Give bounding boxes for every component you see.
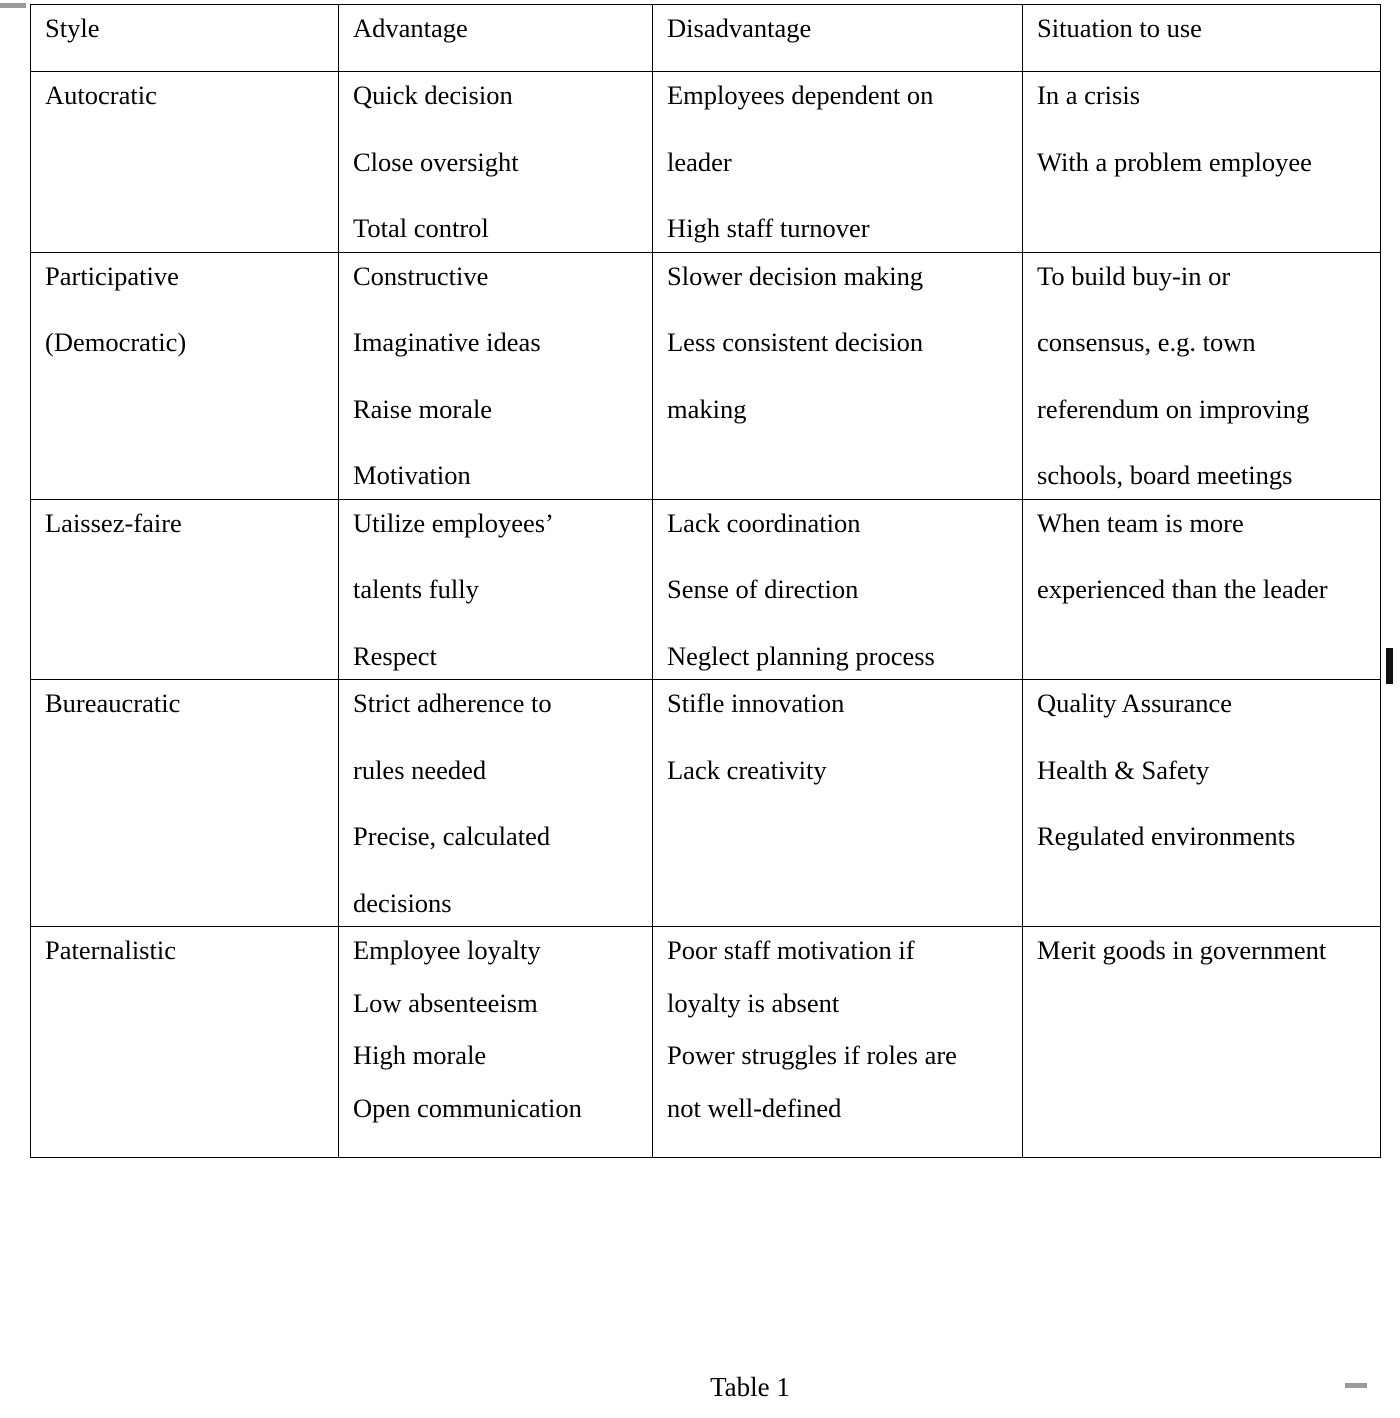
cell-line: referendum on improving: [1037, 393, 1310, 424]
cell-line: Motivation: [353, 460, 471, 490]
table-header-row: [31, 5, 1381, 72]
cell-disadvantage: [653, 927, 1023, 1158]
cell-line: Employee loyalty: [353, 935, 541, 965]
column-header-situation-text: Situation to use: [1037, 13, 1202, 43]
table-row: [31, 72, 1381, 253]
cell-lines-situation: [1037, 260, 1380, 490]
cell-line: experienced than the leader: [1037, 574, 1328, 604]
table-row: [31, 680, 1381, 927]
top-left-scan-artifact: [0, 3, 26, 8]
column-header-disadvantage: [653, 5, 1023, 72]
cell-line: Utilize employees’: [353, 507, 554, 538]
column-header-advantage-text: Advantage: [353, 13, 468, 43]
cell-disadvantage: [653, 252, 1023, 499]
cell-situation: [1023, 72, 1381, 253]
cell-line: In a crisis: [1037, 80, 1141, 110]
cell-advantage: [339, 680, 653, 927]
table-row: [31, 252, 1381, 499]
cell-lines-advantage: [353, 690, 652, 916]
cell-line: consensus, e.g. town: [1037, 327, 1256, 357]
cell-style: [31, 72, 339, 253]
column-header-style-text: Style: [45, 13, 100, 43]
right-edge-scan-artifact: [1386, 648, 1393, 684]
cell-line: Raise morale: [353, 393, 493, 424]
cell-disadvantage: [653, 680, 1023, 927]
cell-lines-advantage: [353, 937, 652, 1147]
cell-line: Precise, calculated: [353, 821, 551, 851]
cell-line: Strict adherence to: [353, 688, 552, 718]
cell-line: Constructive: [353, 260, 489, 291]
cell-lines-advantage: [353, 82, 652, 242]
cell-situation: [1023, 252, 1381, 499]
cell-lines-style: [45, 937, 338, 990]
cell-lines-situation: [1037, 507, 1380, 604]
cell-line: Quick decision: [353, 80, 513, 110]
cell-line: Stifle innovation: [667, 688, 845, 718]
cell-line: High staff turnover: [667, 213, 870, 243]
cell-lines-situation: [1037, 82, 1380, 175]
cell-line: To build buy-in or: [1037, 260, 1231, 291]
table-caption: [0, 1372, 1380, 1403]
cell-line: When team is more: [1037, 507, 1244, 538]
cell-line: Imaginative ideas: [353, 327, 541, 357]
cell-line: Autocratic: [45, 80, 157, 110]
cell-line: Lack coordination: [667, 507, 861, 538]
cell-advantage: [339, 252, 653, 499]
cell-line: Power struggles if roles are: [667, 1040, 957, 1070]
cell-line: Participative: [45, 260, 179, 291]
column-header-style: [31, 5, 339, 72]
column-header-disadvantage-text: Disadvantage: [667, 13, 812, 43]
cell-line: rules needed: [353, 754, 487, 785]
cell-line: High morale: [353, 1040, 487, 1070]
cell-line: loyalty is absent: [667, 987, 840, 1018]
table-caption-text: Table 1: [710, 1372, 790, 1402]
cell-situation: [1023, 499, 1381, 680]
cell-style: [31, 499, 339, 680]
leadership-styles-table: [30, 4, 1381, 1158]
cell-lines-disadvantage: [667, 82, 1022, 242]
cell-line: With a problem employee: [1037, 146, 1312, 177]
cell-disadvantage: [653, 499, 1023, 680]
cell-advantage: [339, 927, 653, 1158]
cell-line: Bureaucratic: [45, 688, 181, 718]
cell-lines-disadvantage: [667, 690, 1022, 783]
table-row: [31, 927, 1381, 1158]
cell-lines-advantage: [353, 260, 652, 490]
cell-line: Regulated environments: [1037, 821, 1296, 851]
cell-line: making: [667, 393, 747, 424]
cell-line: Poor staff motivation if: [667, 935, 915, 965]
cell-line: talents fully: [353, 574, 479, 604]
cell-line: Merit goods in government: [1037, 935, 1327, 965]
cell-style: [31, 252, 339, 499]
table-body: [31, 5, 1381, 1158]
cell-line: Low absenteeism: [353, 987, 538, 1018]
cell-line: Sense of direction: [667, 574, 859, 604]
cell-lines-style: [45, 507, 338, 538]
cell-line: Total control: [353, 213, 489, 243]
leadership-styles-table-container: [30, 4, 1380, 1158]
cell-line: Respect: [353, 640, 437, 671]
cell-lines-disadvantage: [667, 507, 1022, 671]
cell-lines-disadvantage: [667, 260, 1022, 424]
cell-line: Less consistent decision: [667, 327, 924, 357]
cell-situation: [1023, 680, 1381, 927]
cell-line: Paternalistic: [45, 935, 176, 965]
cell-line: (Democratic): [45, 327, 187, 357]
cell-line: Health & Safety: [1037, 754, 1210, 785]
cell-line: Employees dependent on: [667, 80, 934, 110]
column-header-advantage: [339, 5, 653, 72]
cell-style: [31, 927, 339, 1158]
cell-line: Quality Assurance: [1037, 688, 1233, 718]
column-header-situation: [1023, 5, 1381, 72]
cell-line: Laissez-faire: [45, 507, 182, 538]
cell-advantage: [339, 72, 653, 253]
cell-line: not well-defined: [667, 1092, 842, 1123]
cell-line: leader: [667, 146, 732, 177]
cell-style: [31, 680, 339, 927]
cell-line: Open communication: [353, 1092, 582, 1123]
cell-lines-situation: [1037, 937, 1380, 990]
cell-situation: [1023, 927, 1381, 1158]
cell-lines-advantage: [353, 507, 652, 671]
cell-line: schools, board meetings: [1037, 460, 1293, 490]
cell-line: Neglect planning process: [667, 640, 935, 671]
cell-lines-style: [45, 82, 338, 109]
cell-lines-style: [45, 260, 338, 357]
cell-advantage: [339, 499, 653, 680]
cell-line: Slower decision making: [667, 260, 924, 291]
table-row: [31, 499, 1381, 680]
cell-line: Close oversight: [353, 146, 519, 177]
cell-lines-situation: [1037, 690, 1380, 850]
cell-lines-disadvantage: [667, 937, 1022, 1147]
cell-disadvantage: [653, 72, 1023, 253]
cell-line: decisions: [353, 887, 452, 918]
cell-lines-style: [45, 690, 338, 717]
cell-line: Lack creativity: [667, 754, 827, 785]
